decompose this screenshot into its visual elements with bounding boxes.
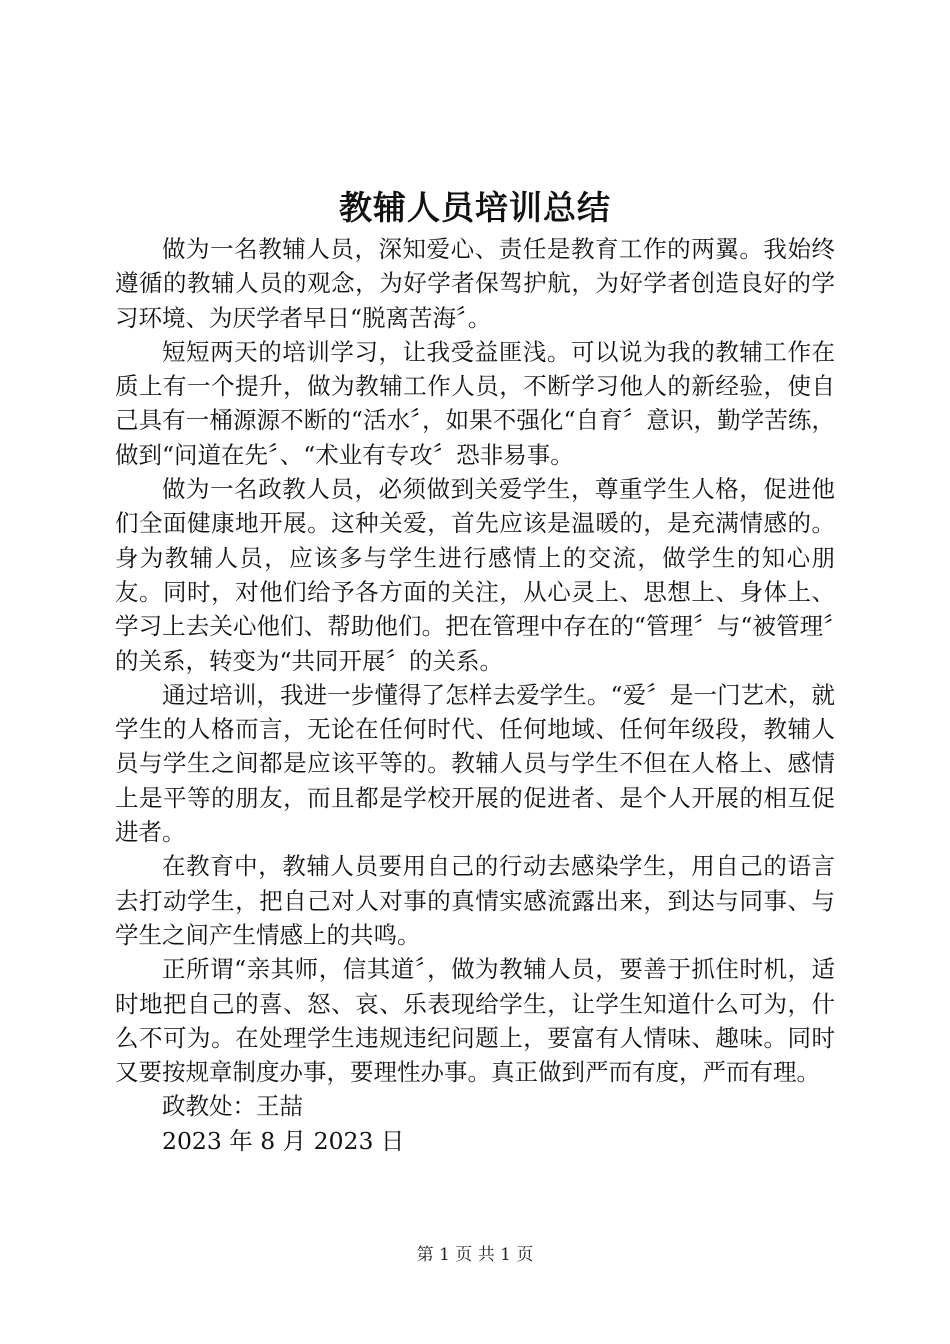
paragraph: 短短两天的培训学习，让我受益匪浅。可以说为我的教辅工作在质上有一个提升，做为教辅工作人员，不断学习他人的新经验，使自己具有一桶源源不断的“活水〞，如果不强化“自育〞意识，勤学苦练，做到“问道在先〞、“术业有专攻〞恐非易事。 — [115, 337, 835, 469]
page-footer: 第 1 页 共 1 页 — [416, 1245, 534, 1265]
paragraph: 做为一名政教人员，必须做到关爱学生，尊重学生人格，促进他们全面健康地开展。这种关爱，首先应该是温暖的，是充满情感的。身为教辅人员，应该多与学生进行感情上的交流，做学生的知心朋友。同时，对他们给予各方面的关注，从心灵上、思想上、身体上、学习上去关心他们、帮助他们。把在管理中存在的“管理〞与“被管理〞的关系，转变为“共同开展〞的关系。 — [115, 475, 835, 675]
paragraph: 做为一名教辅人员，深知爱心、责任是教育工作的两翼。我始终遵循的教辅人员的观念，为好学者保驾护航，为好学者创造良好的学习环境、为厌学者早日“脱离苦海〞。 — [115, 235, 835, 332]
paragraph: 正所谓“亲其师，信其道〞，做为教辅人员，要善于抓住时机，适时地把自己的喜、怒、哀、乐表现给学生，让学生知道什么可为，什么不可为。在处理学生违规违纪问题上，要富有人情味、趣味。同时又要按规章制度办事，要理性办事。真正做到严而有度，严而有理。 — [115, 955, 835, 1087]
signature: 政教处：王喆 — [162, 1092, 303, 1121]
date-line: 2023 年 8 月 2023 日 — [162, 1126, 405, 1155]
paragraph: 通过培训，我进一步懂得了怎样去爱学生。“爱〞是一门艺术，就学生的人格而言，无论在任何时代、任何地域、任何年级段，教辅人员与学生之间都是应该平等的。教辅人员与学生不但在人格上、感情上是平等的朋友，而且都是学校开展的促进者、是个人开展的相互促进者。 — [115, 680, 835, 847]
paragraph: 在教育中，教辅人员要用自己的行动去感染学生，用自己的语言去打动学生，把自己对人对事的真情实感流露出来，到达与同事、与学生之间产生情感上的共鸣。 — [115, 852, 835, 949]
document-title: 教辅人员培训总结 — [339, 188, 611, 227]
document-body — [115, 232, 835, 1158]
